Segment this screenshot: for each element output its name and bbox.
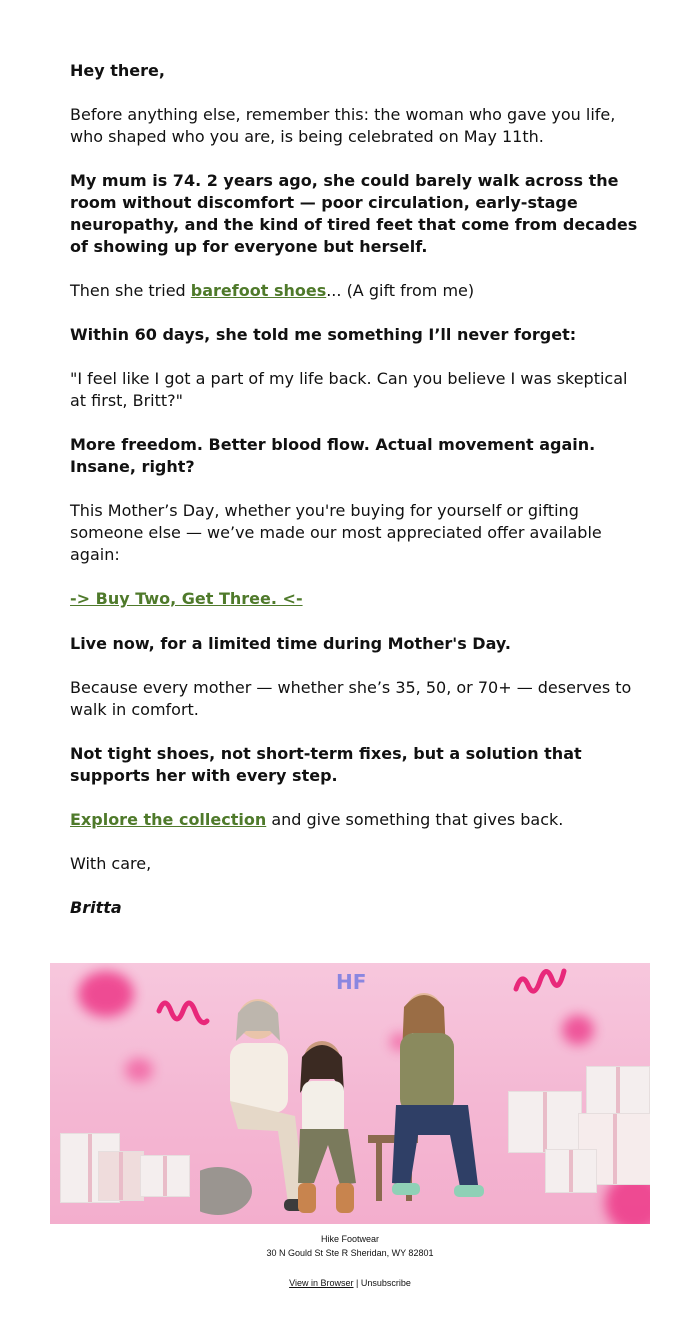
barefoot-suffix: ... (A gift from me) (326, 281, 475, 300)
gift-box (98, 1151, 144, 1201)
offer-paragraph (70, 588, 640, 610)
explore-collection-link[interactable]: Explore the collection (70, 810, 267, 829)
footer-separator: | (353, 1278, 361, 1288)
greeting: Hey there, (70, 61, 165, 80)
solution-paragraph: Not tight shoes, not short-term fixes, but a solution that supports her with every step. (70, 744, 582, 785)
buy-two-get-three-link[interactable]: -> Buy Two, Get Three. <- (70, 589, 303, 608)
signature: Britta (70, 898, 122, 917)
pink-blob-decoration (562, 1015, 594, 1045)
gift-box (586, 1066, 650, 1118)
view-in-browser-link[interactable]: View in Browser (289, 1278, 354, 1288)
mothers-day-paragraph: This Mother’s Day, whether you're buying for yourself or gifting someone else — we’ve made our most appreciated offer available again: (70, 501, 602, 564)
hf-logo: HF (336, 970, 367, 994)
closing: With care, (70, 854, 152, 873)
email-body (70, 60, 640, 941)
hero-banner-image[interactable] (50, 963, 650, 1224)
benefits-paragraph (70, 434, 640, 478)
explore-suffix: and give something that gives back. (266, 810, 564, 829)
pink-blob-decoration (78, 971, 134, 1017)
footer-company: Hike Footwear (320, 1234, 380, 1244)
benefits-line-1: More freedom. Better blood flow. Actual movement again. (70, 435, 596, 454)
mum-story-paragraph: My mum is 74. 2 years ago, she could barely walk across the room without discomfort — poor circulation, early-stage neuropathy, and the kind of tired feet that come from decades of showing up for everyone but herself. (70, 171, 638, 256)
live-now-paragraph: Live now, for a limited time during Mother's Day. (70, 634, 511, 653)
pink-blob-decoration (125, 1058, 153, 1082)
benefits-line-2: Insane, right? (70, 457, 195, 476)
barefoot-paragraph (70, 280, 640, 302)
intro-paragraph: Before anything else, remember this: the woman who gave you life, who shaped who you are, is being celebrated on May 11th. (70, 105, 616, 146)
sixty-days-paragraph: Within 60 days, she told me something I’ll never forget: (70, 325, 577, 344)
unsubscribe-link[interactable]: Unsubscribe (360, 1278, 411, 1288)
footer-links (0, 1278, 700, 1288)
barefoot-shoes-link[interactable]: barefoot shoes (190, 281, 327, 300)
gift-box (545, 1149, 597, 1193)
squiggle-decoration (512, 963, 568, 997)
footer-address: 30 N Gould St Ste R Sheridan, WY 82801 (266, 1248, 434, 1258)
explore-paragraph (70, 809, 640, 831)
gift-box (140, 1155, 190, 1197)
gift-box (508, 1091, 582, 1153)
mother-figure (358, 985, 508, 1220)
barefoot-prefix: Then she tried (70, 281, 191, 300)
girl-figure (278, 1033, 368, 1223)
every-mother-paragraph: Because every mother — whether she’s 35, 50, or 70+ — deserves to walk in comfort. (70, 678, 632, 719)
quote-paragraph: "I feel like I got a part of my life back. Can you believe I was skeptical at first, Britt?" (70, 369, 628, 410)
